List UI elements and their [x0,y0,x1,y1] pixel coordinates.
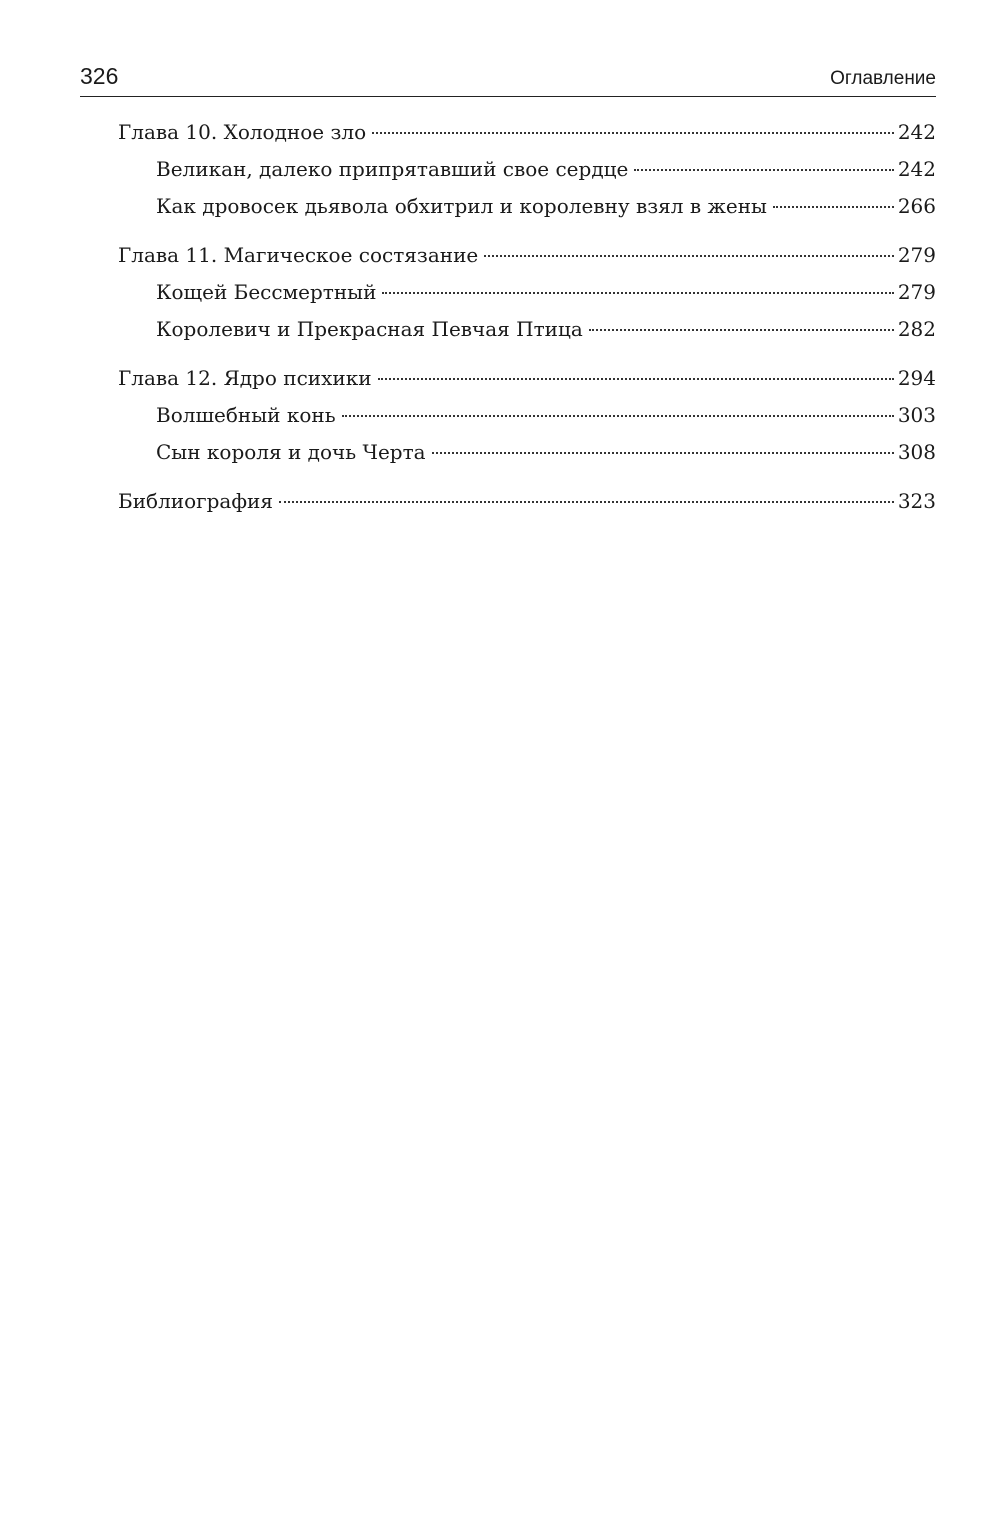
toc-entry-title: Королевич и Прекрасная Певчая Птица [156,317,583,341]
toc-chapter-entry [118,114,936,151]
dot-leader [484,255,894,257]
toc-entry-page: 323 [897,489,936,513]
toc-entry-title: Волшебный конь [156,403,336,427]
page-number: 326 [80,63,119,89]
toc-entry-page: 294 [897,366,936,390]
dot-leader [634,169,893,171]
toc-chapter-group [118,483,936,520]
toc-entry-page: 303 [897,403,936,427]
page-header [80,58,936,97]
running-title: Оглавление [830,68,936,89]
dot-leader [279,501,894,503]
dot-leader [372,132,894,134]
toc-entry-title: Библиография [118,489,273,513]
toc-entry-title: Великан, далеко припрятавший свое сердце [156,157,629,181]
toc-entry-title: Как дровосек дьявола обхитрил и королевну взял в жены [156,194,767,218]
toc-entry-title: Глава 12. Ядро психики [118,366,372,390]
dot-leader [342,415,894,417]
toc-section-entry [118,151,936,188]
toc-chapter-group [118,360,936,471]
table-of-contents [118,114,936,532]
toc-chapter-group [118,114,936,225]
dot-leader [382,292,893,294]
toc-entry-page: 279 [897,280,936,304]
dot-leader [589,329,894,331]
toc-chapter-group [118,237,936,348]
toc-entry-page: 266 [897,194,936,218]
toc-chapter-entry [118,483,936,520]
toc-entry-page: 282 [897,317,936,341]
toc-section-entry [118,434,936,471]
toc-chapter-entry [118,237,936,274]
toc-entry-page: 242 [897,157,936,181]
dot-leader [773,206,894,208]
toc-section-entry [118,274,936,311]
toc-entry-page: 279 [897,243,936,267]
toc-entry-title: Кощей Бессмертный [156,280,377,304]
toc-section-entry [118,188,936,225]
toc-entry-page: 308 [897,440,936,464]
toc-entry-title: Сын короля и дочь Черта [156,440,426,464]
toc-section-entry [118,397,936,434]
dot-leader [432,452,894,454]
toc-entry-title: Глава 11. Магическое состязание [118,243,479,267]
toc-chapter-entry [118,360,936,397]
toc-entry-page: 242 [897,120,936,144]
toc-section-entry [118,311,936,348]
dot-leader [378,378,894,380]
toc-entry-title: Глава 10. Холодное зло [118,120,367,144]
